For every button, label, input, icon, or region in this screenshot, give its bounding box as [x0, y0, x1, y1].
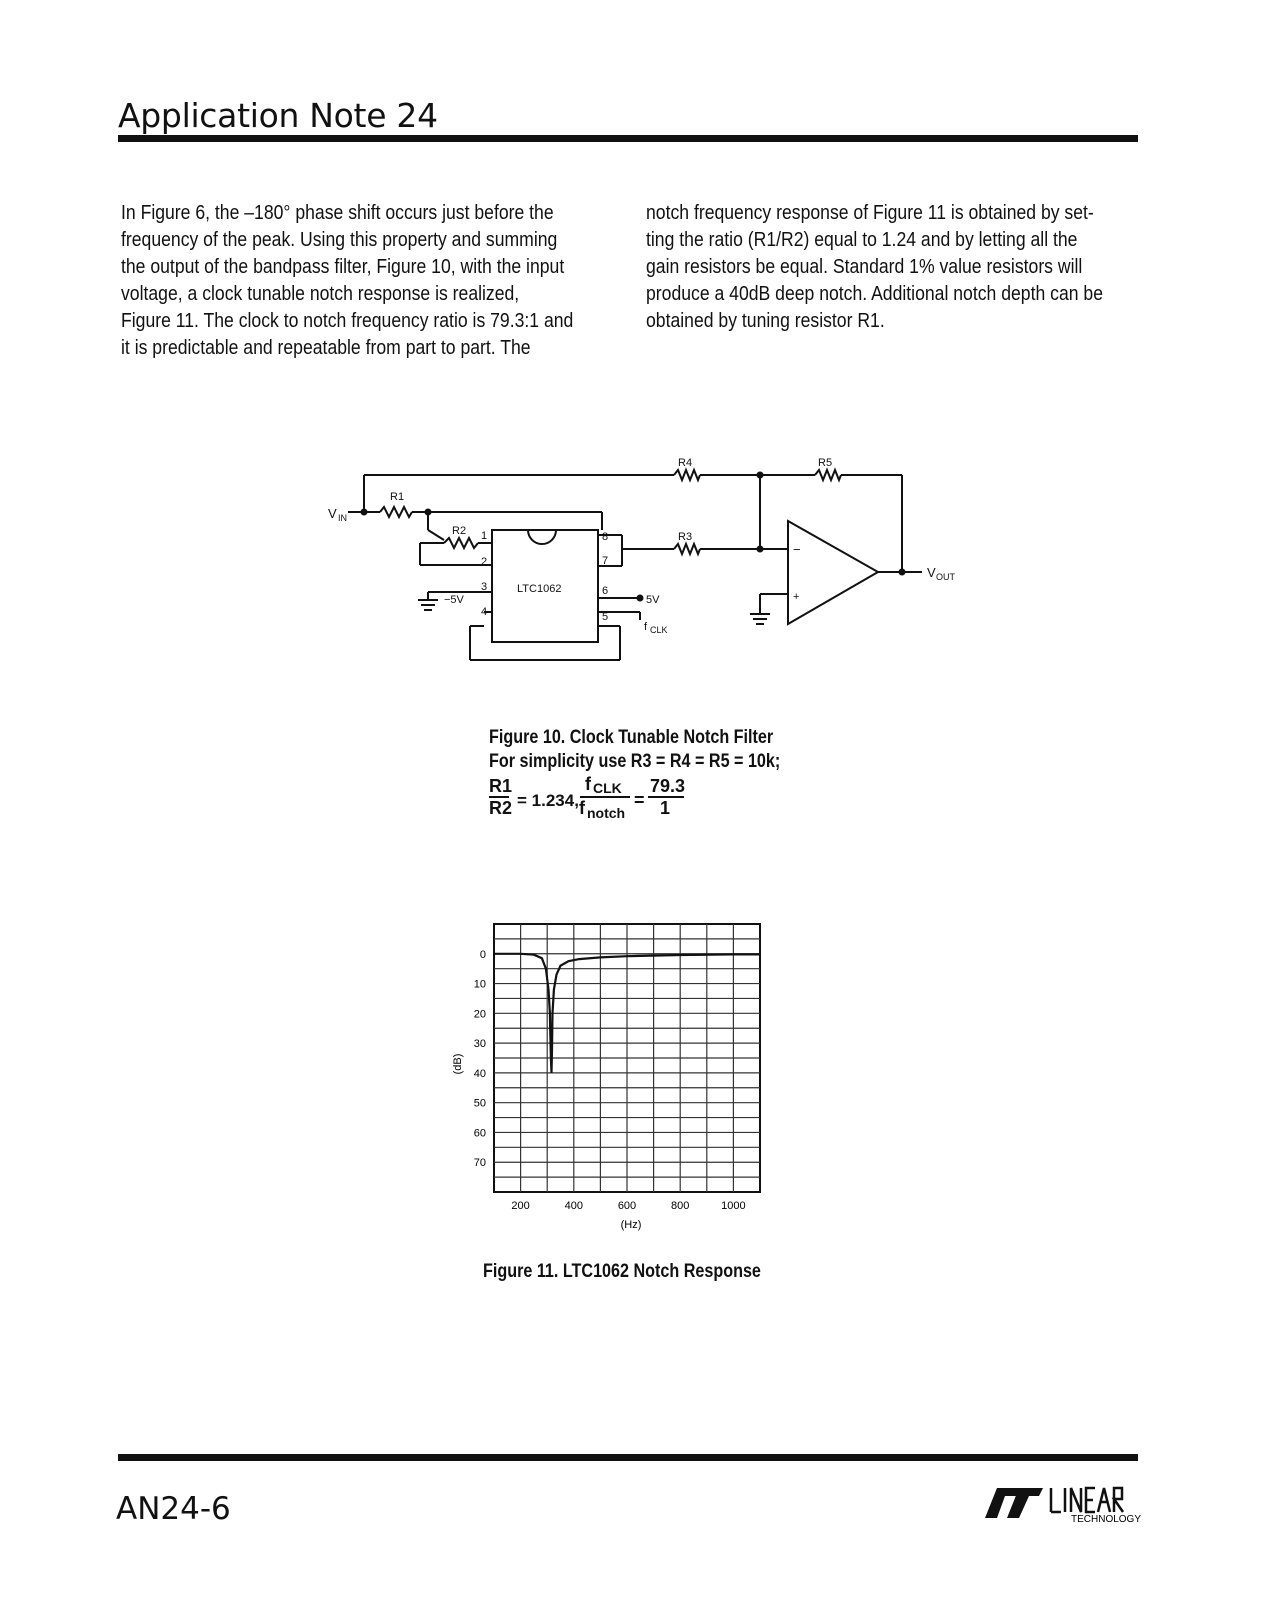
text-line: notch frequency response of Figure 11 is obtained by set-: [646, 202, 1094, 224]
figure10-caption-note: For simplicity use R3 = R4 = R5 = 10k;: [489, 751, 781, 772]
figure10-caption: Figure 10. Clock Tunable Notch Filter: [489, 727, 774, 748]
y-tick-label: 0: [479, 948, 486, 961]
y-tick-label: 40: [473, 1067, 486, 1080]
vout-label: V: [927, 565, 936, 580]
y-tick-labels: [474, 949, 486, 1169]
r5-label: R5: [818, 457, 833, 469]
x-tick-label: 800: [671, 1200, 690, 1212]
vin-label: V: [328, 506, 337, 521]
opamp-minus: −: [793, 542, 801, 557]
pin-2: 2: [481, 556, 488, 568]
eq-sign: =: [634, 790, 645, 810]
y-tick-label: 30: [473, 1038, 486, 1051]
opamp-plus: +: [793, 591, 800, 603]
x-tick-label: 1000: [721, 1200, 746, 1212]
x-tick-label: 600: [617, 1200, 637, 1212]
text-line: frequency of the peak. Using this property and summing: [121, 229, 558, 251]
pin-4: 4: [481, 606, 488, 618]
text-line: ting the ratio (R1/R2) equal to 1.24 and by letting all the: [646, 229, 1078, 251]
r3-label: R3: [678, 531, 693, 543]
text-line: produce a 40dB deep notch. Additional notch depth can be: [646, 283, 1103, 305]
eq-den2: f: [579, 798, 585, 818]
r2-label: R2: [452, 525, 467, 537]
text-line: Figure 11. The clock to notch frequency ratio is 79.3:1 and: [121, 310, 574, 332]
pin-8: 8: [602, 531, 609, 543]
y-tick-label: 60: [473, 1127, 486, 1140]
eq-den2-sub: notch: [587, 805, 626, 821]
linear-technology-logo: [983, 1478, 1143, 1528]
eq-num2: f: [585, 774, 591, 794]
y-tick-label: 50: [473, 1097, 486, 1110]
text-line: the output of the bandpass filter, Figure 10, with the input: [121, 256, 565, 278]
eq-num1: R1: [489, 776, 513, 796]
text-line: obtained by tuning resistor R1.: [646, 310, 885, 332]
page-number: AN24-6: [116, 1491, 231, 1527]
pin-5: 5: [602, 611, 609, 623]
x-axis-label: (Hz): [620, 1219, 642, 1231]
eq-den3: 1: [660, 798, 671, 818]
eq-num2-sub: CLK: [593, 780, 622, 796]
r1-label: R1: [390, 491, 405, 503]
text-line: In Figure 6, the –180° phase shift occurs just before the: [121, 202, 554, 224]
text-line: gain resistors be equal. Standard 1% value resistors will: [646, 256, 1083, 278]
pos-5v-label: 5V: [646, 594, 660, 606]
neg-5v-label: −5V: [444, 594, 464, 606]
r4-label: R4: [678, 457, 693, 469]
eq-mid: = 1.234,: [517, 791, 579, 810]
fclk-sub-label: CLK: [650, 625, 668, 635]
pin-7: 7: [602, 555, 609, 567]
figure11-caption: Figure 11. LTC1062 Notch Response: [483, 1261, 761, 1282]
pin-1: 1: [481, 530, 488, 542]
vin-sub-label: IN: [338, 513, 347, 523]
logo-subtext: TECHNOLOGY: [1071, 1514, 1142, 1525]
y-tick-label: 10: [473, 978, 486, 991]
text-line: voltage, a clock tunable notch response is realized,: [121, 283, 520, 305]
footer-rule: [118, 1454, 1138, 1461]
y-axis-label: (dB): [452, 1053, 464, 1075]
x-tick-label: 200: [511, 1200, 530, 1212]
pin-3: 3: [481, 581, 488, 593]
ic-label: LTC1062: [517, 583, 562, 595]
vout-sub-label: OUT: [936, 572, 955, 582]
eq-num3: 79.3: [650, 776, 686, 796]
chart-grid: [494, 924, 760, 1192]
y-tick-label: 70: [473, 1157, 486, 1170]
y-tick-label: 20: [473, 1008, 486, 1021]
text-line: it is predictable and repeatable from part to part. The: [121, 337, 531, 359]
pin-6: 6: [602, 585, 609, 597]
fclk-label: f: [644, 621, 648, 633]
x-tick-labels: [511, 1200, 745, 1212]
eq-den1: R2: [489, 798, 513, 818]
page-header-title: Application Note 24: [118, 96, 438, 135]
x-tick-label: 400: [564, 1200, 583, 1212]
